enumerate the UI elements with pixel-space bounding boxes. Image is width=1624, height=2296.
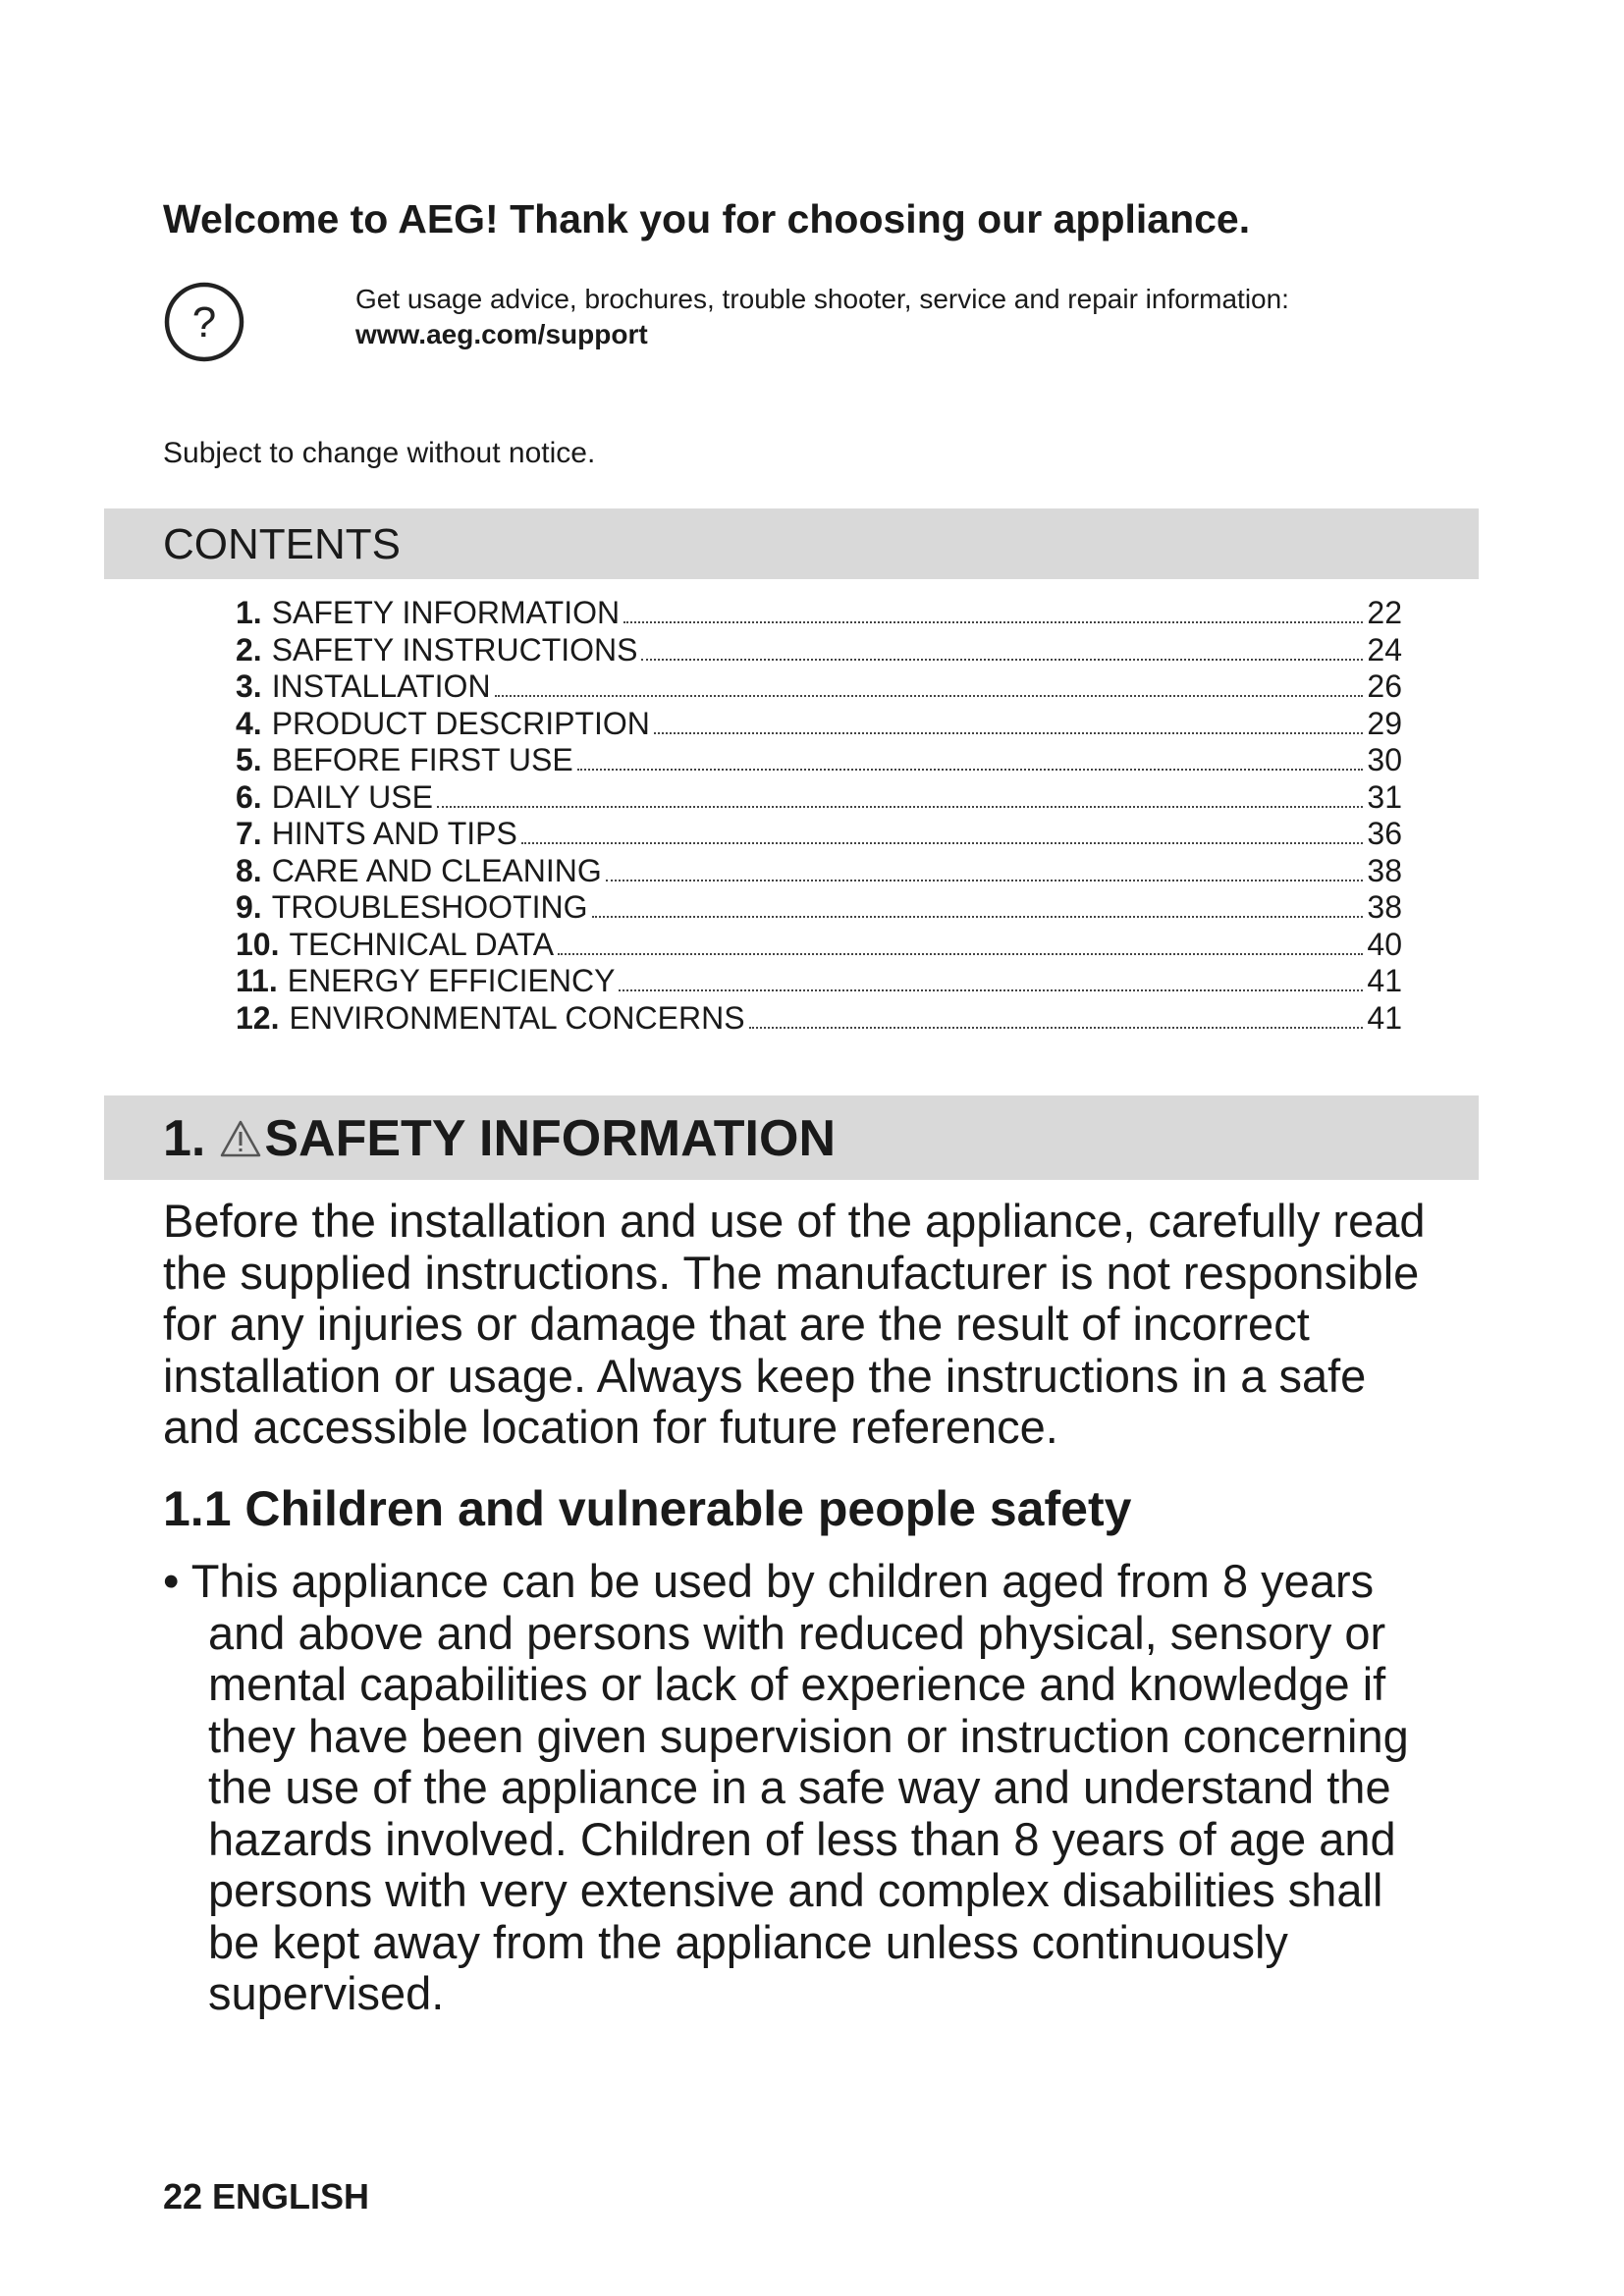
toc-number: 1. [236, 595, 262, 630]
toc-number: 12. [236, 999, 280, 1036]
support-description: Get usage advice, brochures, trouble shooter, service and repair information: [355, 284, 1289, 314]
toc-page: 38 [1367, 889, 1402, 925]
bullet-line: the use of the appliance in a safe way and understand the [208, 1761, 1391, 1813]
toc-label: TROUBLESHOOTING [271, 889, 588, 925]
intro-line: the supplied instructions. The manufacturer is not responsible [163, 1246, 1420, 1299]
bullet-line: This appliance can be used by children aged from 8 years [190, 1555, 1375, 1607]
toc-leader [592, 916, 1364, 918]
toc-leader [623, 621, 1363, 623]
change-notice: Subject to change without notice. [163, 437, 596, 469]
support-info [355, 282, 1289, 352]
toc-item[interactable] [236, 927, 1402, 964]
toc-item[interactable] [236, 632, 1402, 669]
toc-item[interactable] [236, 779, 1402, 817]
toc-page: 26 [1367, 668, 1402, 704]
toc-label: INSTALLATION [271, 668, 491, 704]
toc-label: TECHNICAL DATA [289, 926, 555, 962]
toc-number: 4. [236, 705, 262, 741]
toc-item[interactable] [236, 889, 1402, 927]
toc-label: DAILY USE [271, 778, 433, 815]
bullet-marker: • [163, 1555, 180, 1607]
toc-label: SAFETY INSTRUCTIONS [271, 631, 638, 667]
toc-label: SAFETY INFORMATION [271, 595, 621, 630]
toc-page: 31 [1367, 778, 1402, 815]
intro-line: and accessible location for future reference. [163, 1401, 1058, 1453]
page-footer: 22 ENGLISH [163, 2176, 370, 2216]
toc-leader [606, 880, 1364, 881]
subsection-title: 1.1 Children and vulnerable people safety [163, 1481, 1132, 1536]
intro-line: Before the installation and use of the appliance, carefully read [163, 1195, 1426, 1247]
toc-item[interactable] [236, 595, 1402, 632]
bullet-line: supervised. [208, 1967, 445, 2019]
safety-title: SAFETY INFORMATION [264, 1110, 836, 1167]
bullet-line: mental capabilities or lack of experience and knowledge if [208, 1658, 1386, 1710]
toc-page: 22 [1367, 595, 1402, 630]
toc-page: 40 [1367, 926, 1402, 962]
toc-leader [558, 953, 1363, 955]
toc-number: 9. [236, 889, 262, 925]
toc-page: 36 [1367, 816, 1402, 851]
toc-label: CARE AND CLEANING [271, 852, 602, 888]
toc-leader [577, 769, 1364, 771]
toc-item[interactable] [236, 742, 1402, 779]
contents-header [104, 508, 1479, 579]
toc-item[interactable] [236, 1000, 1402, 1038]
bullet-first-line [163, 1556, 1479, 1608]
bullet-line: and above and persons with reduced physical, sensory or [208, 1606, 1386, 1659]
svg-text:?: ? [191, 298, 217, 347]
toc-leader [641, 659, 1363, 661]
bullet-line: persons with very extensive and complex disabilities shall [208, 1864, 1383, 1916]
toc-label: BEFORE FIRST USE [271, 742, 573, 777]
bullet-line: they have been given supervision or instruction concerning [208, 1709, 1409, 1762]
toc-number: 7. [236, 816, 262, 851]
toc-item[interactable] [236, 668, 1402, 706]
intro-line: for any injuries or damage that are the result of incorrect [163, 1298, 1310, 1350]
toc-label: PRODUCT DESCRIPTION [271, 705, 650, 741]
bullet-line: be kept away from the appliance unless continuously [208, 1915, 1288, 1968]
intro-line: installation or usage. Always keep the instructions in a safe [163, 1349, 1367, 1402]
toc-page: 29 [1367, 705, 1402, 741]
toc-number: 11. [236, 963, 278, 998]
toc-leader [495, 695, 1364, 697]
support-url[interactable]: www.aeg.com/support [355, 319, 648, 349]
toc-leader [521, 842, 1364, 844]
question-circle-icon [163, 281, 245, 363]
toc-leader [654, 732, 1364, 734]
toc-item[interactable] [236, 963, 1402, 1000]
safety-number: 1. [163, 1110, 206, 1167]
toc-item[interactable] [236, 853, 1402, 890]
warning-triangle-icon [219, 1119, 262, 1158]
toc-page: 41 [1367, 963, 1402, 998]
welcome-heading: Welcome to AEG! Thank you for choosing our appliance. [163, 196, 1251, 241]
toc-number: 6. [236, 778, 262, 815]
toc-page: 38 [1367, 852, 1402, 888]
toc-label: HINTS AND TIPS [271, 816, 517, 851]
toc-item[interactable] [236, 816, 1402, 853]
toc-leader [437, 806, 1364, 808]
toc-label: ENVIRONMENTAL CONCERNS [289, 999, 745, 1036]
toc-label: ENERGY EFFICIENCY [287, 963, 616, 998]
toc-leader [619, 989, 1363, 991]
toc-item[interactable] [236, 706, 1402, 743]
toc-number: 2. [236, 631, 262, 667]
contents-title: CONTENTS [163, 520, 401, 568]
toc-leader [749, 1027, 1364, 1029]
safety-section-header [104, 1095, 1479, 1180]
bullet-line: hazards involved. Children of less than 8 years of age and [208, 1812, 1396, 1865]
safety-intro [163, 1196, 1479, 1454]
toc-number: 3. [236, 668, 262, 704]
safety-heading [163, 1109, 836, 1168]
toc-number: 10. [236, 926, 280, 962]
toc-number: 5. [236, 742, 262, 777]
bullet-item [163, 1556, 1479, 2020]
toc-page: 41 [1367, 999, 1402, 1036]
toc-number: 8. [236, 852, 262, 888]
table-of-contents [236, 595, 1402, 1037]
toc-page: 24 [1367, 631, 1402, 667]
toc-page: 30 [1367, 742, 1402, 777]
